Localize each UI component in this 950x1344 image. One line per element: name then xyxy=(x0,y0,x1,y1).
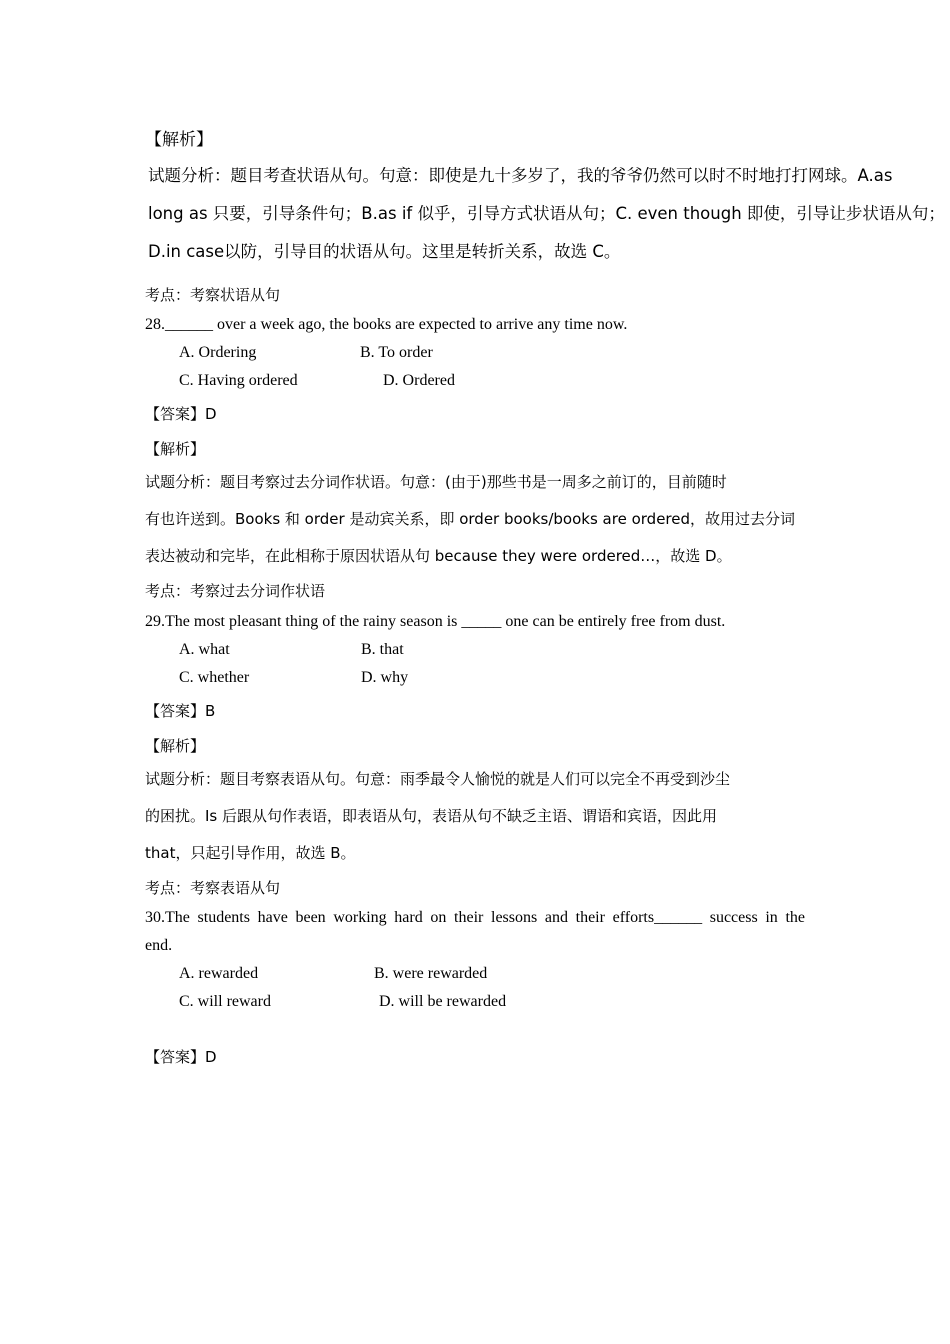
q27-analysis-line-1: 试题分析：题目考查状语从句。句意：即使是九十多岁了，我的爷爷仍然可以时不时地打打网球。A.as xyxy=(148,166,893,185)
q29-question: 29.The most pleasant thing of the rainy season is _____ one can be entirely free from dust. xyxy=(145,613,726,630)
q29-analysis-line-2: 的困扰。Is 后跟从句作表语，即表语从句，表语从句不缺乏主语、谓语和宾语，因此用 xyxy=(145,807,718,825)
q29-analysis-heading: 【解析】 xyxy=(145,737,206,755)
q28-option-a: A. Ordering xyxy=(179,344,257,361)
q30-answer: 【答案】D xyxy=(145,1048,217,1066)
q28-analysis-heading: 【解析】 xyxy=(145,440,206,458)
q29-answer: 【答案】B xyxy=(145,702,216,720)
q29-option-b: B. that xyxy=(361,641,404,658)
q28-exam-point: 考点：考察过去分词作状语 xyxy=(145,582,326,600)
q29-analysis-line-3: that，只起引导作用，故选 B。 xyxy=(145,844,356,862)
q30-option-b: B. were rewarded xyxy=(374,965,488,982)
q29-exam-point: 考点：考察表语从句 xyxy=(145,879,281,897)
q27-analysis-line-2: long as 只要，引导条件句；B.as if 似乎，引导方式状语从句；C. even though 即使，引导让步状语从句； xyxy=(148,204,945,223)
q28-question: 28.______ over a week ago, the books are expected to arrive any time now. xyxy=(145,316,628,333)
q29-option-d: D. why xyxy=(361,669,409,686)
q27-analysis-line-3: D.in case以防，引导目的状语从句。这里是转折关系，故选 C。 xyxy=(148,242,621,261)
q30-option-c: C. will reward xyxy=(179,993,271,1010)
q28-analysis-line-2: 有也许送到。Books 和 order 是动宾关系，即 order books/books are ordered，故用过去分词 xyxy=(145,510,796,528)
q29-option-a: A. what xyxy=(179,641,230,658)
q28-answer: 【答案】D xyxy=(145,405,217,423)
q28-option-c: C. Having ordered xyxy=(179,372,298,389)
q28-option-d: D. Ordered xyxy=(383,372,455,389)
q28-option-b: B. To order xyxy=(360,344,433,361)
q27-analysis-heading: 【解析】 xyxy=(145,130,213,150)
q28-analysis-line-1: 试题分析：题目考察过去分词作状语。句意：(由于)那些书是一周多之前订的，目前随时 xyxy=(145,473,727,491)
q30-option-a: A. rewarded xyxy=(179,965,259,982)
q27-exam-point: 考点：考察状语从句 xyxy=(145,286,281,304)
q30-question-line-1: 30.The students have been working hard on their lessons and their efforts______ success in the xyxy=(145,909,805,926)
q30-option-d: D. will be rewarded xyxy=(379,993,507,1010)
q29-analysis-line-1: 试题分析：题目考察表语从句。句意：雨季最令人愉悦的就是人们可以完全不再受到沙尘 xyxy=(145,770,731,788)
q28-analysis-line-3: 表达被动和完毕，在此相称于原因状语从句 because they were ordered…，故选 D。 xyxy=(145,547,732,565)
q30-question-line-2: end. xyxy=(145,937,173,954)
q29-option-c: C. whether xyxy=(179,669,250,686)
